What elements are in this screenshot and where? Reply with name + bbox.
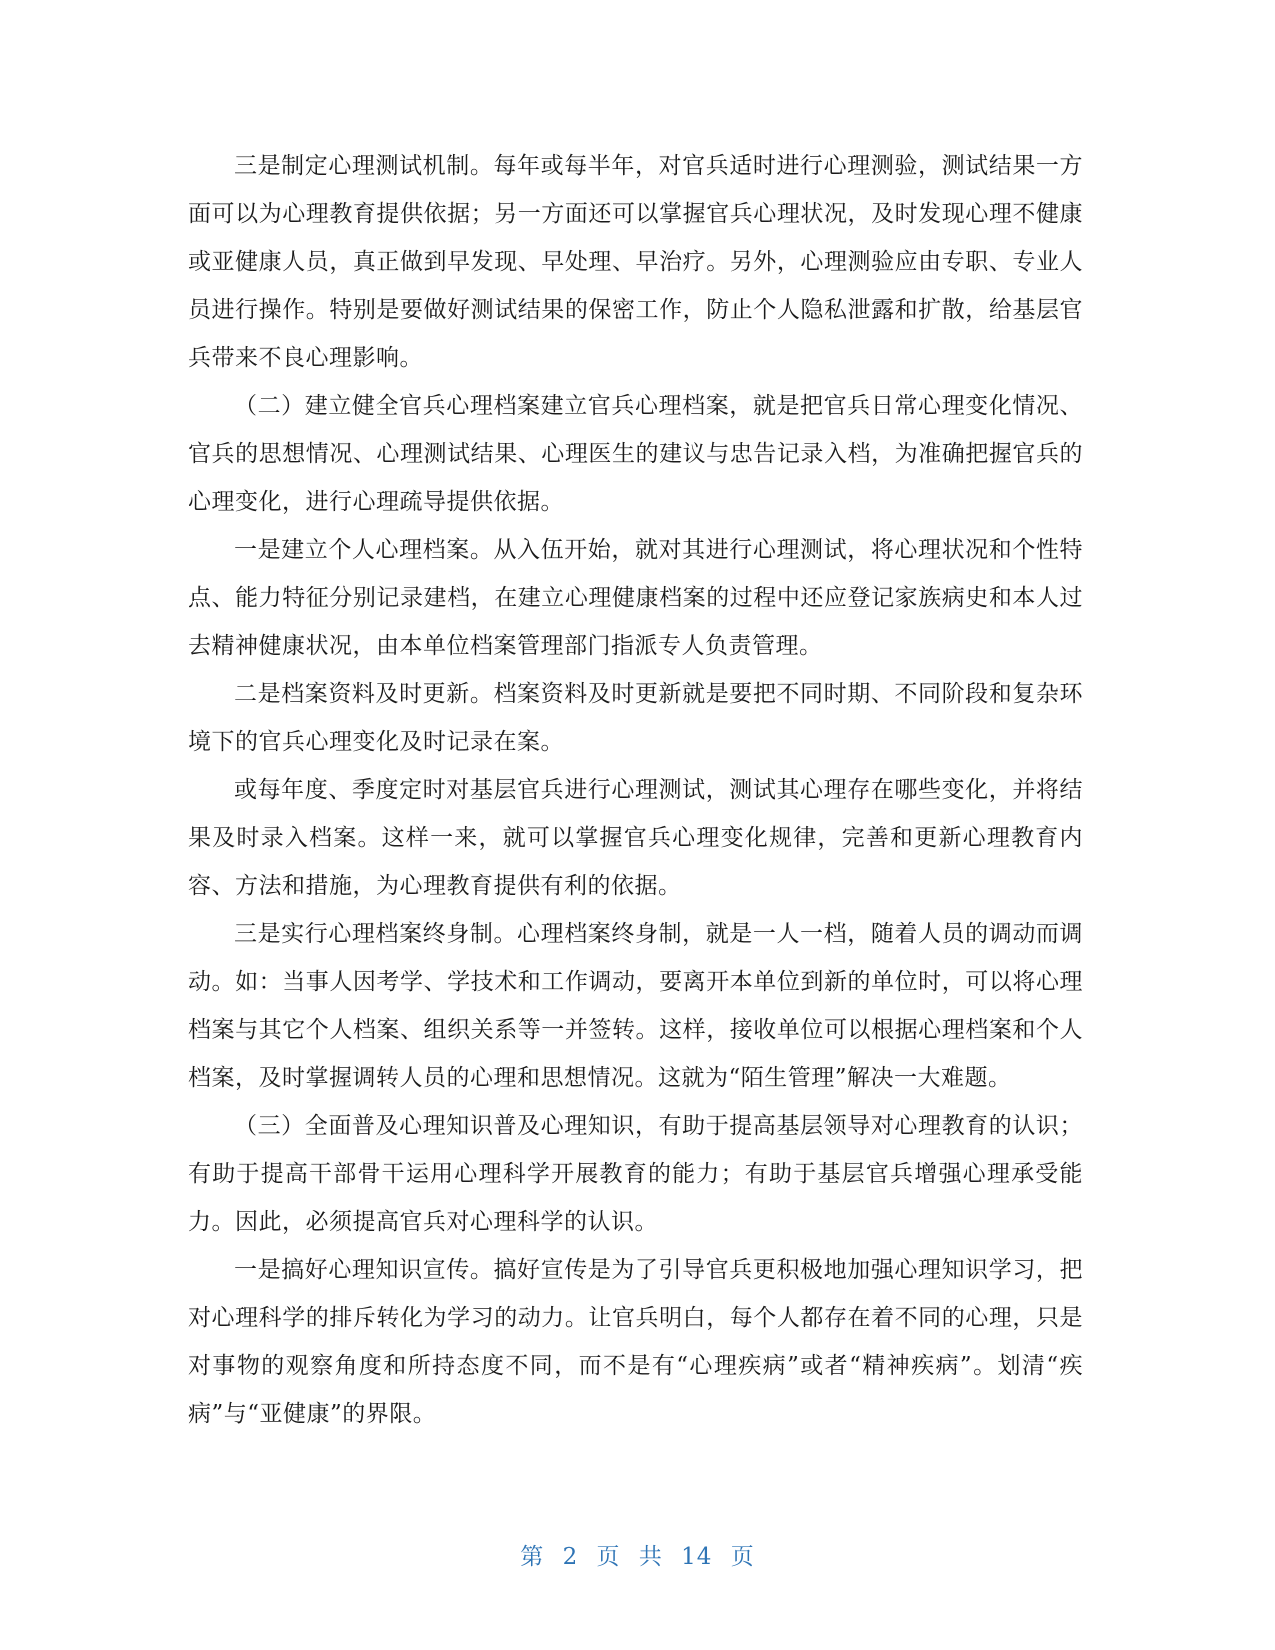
footer-current-page: 2 xyxy=(562,1544,579,1570)
paragraph-section-3-heading: （三）全面普及心理知识普及心理知识，有助于提高基层领导对心理教育的认识；有助于提高干部骨干运用心理科学开展教育的能力；有助于基层官兵增强心理承受能力。因此，必须提高官兵对心理科学的认识。 xyxy=(188,1113,1083,1235)
footer-label-page: 第 xyxy=(520,1544,545,1570)
document-body xyxy=(188,142,1083,1438)
footer-label-unit-end: 页 xyxy=(730,1544,755,1570)
paragraph-lifelong-archive: 三是实行心理档案终身制。心理档案终身制，就是一人一档，随着人员的调动而调动。如：当事人因考学、学技术和工作调动，要离开本单位到新的单位时，可以将心理档案与其它个人档案、组织关系等一并签转。这样，接收单位可以根据心理档案和个人档案，及时掌握调转人员的心理和思想情况。这就为“陌生管理”解决一大难题。 xyxy=(188,921,1083,1091)
page-number-footer xyxy=(0,1538,1275,1571)
paragraph-archive-update: 二是档案资料及时更新。档案资料及时更新就是要把不同时期、不同阶段和复杂环境下的官兵心理变化及时记录在案。 xyxy=(188,681,1083,755)
footer-total-pages: 14 xyxy=(681,1544,713,1570)
footer-label-total: 共 xyxy=(638,1544,663,1570)
paragraph-section-2-heading: （二）建立健全官兵心理档案建立官兵心理档案，就是把官兵日常心理变化情况、官兵的思想情况、心理测试结果、心理医生的建议与忠告记录入档，为准确把握官兵的心理变化，进行心理疏导提供依据。 xyxy=(188,393,1083,515)
footer-label-unit: 页 xyxy=(596,1544,621,1570)
paragraph-periodic-testing: 或每年度、季度定时对基层官兵进行心理测试，测试其心理存在哪些变化，并将结果及时录入档案。这样一来，就可以掌握官兵心理变化规律，完善和更新心理教育内容、方法和措施，为心理教育提供有利的依据。 xyxy=(188,777,1083,899)
paragraph-personal-archive: 一是建立个人心理档案。从入伍开始，就对其进行心理测试，将心理状况和个性特点、能力特征分别记录建档，在建立心理健康档案的过程中还应登记家族病史和本人过去精神健康状况，由本单位档案管理部门指派专人负责管理。 xyxy=(188,537,1083,659)
paragraph-knowledge-promotion: 一是搞好心理知识宣传。搞好宣传是为了引导官兵更积极地加强心理知识学习，把对心理科学的排斥转化为学习的动力。让官兵明白，每个人都存在着不同的心理，只是对事物的观察角度和所持态度不同，而不是有“心理疾病”或者“精神疾病”。划清“疾病”与“亚健康”的界限。 xyxy=(188,1257,1083,1427)
paragraph-mental-test-mechanism: 三是制定心理测试机制。每年或每半年，对官兵适时进行心理测验，测试结果一方面可以为心理教育提供依据；另一方面还可以掌握官兵心理状况，及时发现心理不健康或亚健康人员，真正做到早发现、早处理、早治疗。另外，心理测验应由专职、专业人员进行操作。特别是要做好测试结果的保密工作，防止个人隐私泄露和扩散，给基层官兵带来不良心理影响。 xyxy=(188,153,1083,371)
